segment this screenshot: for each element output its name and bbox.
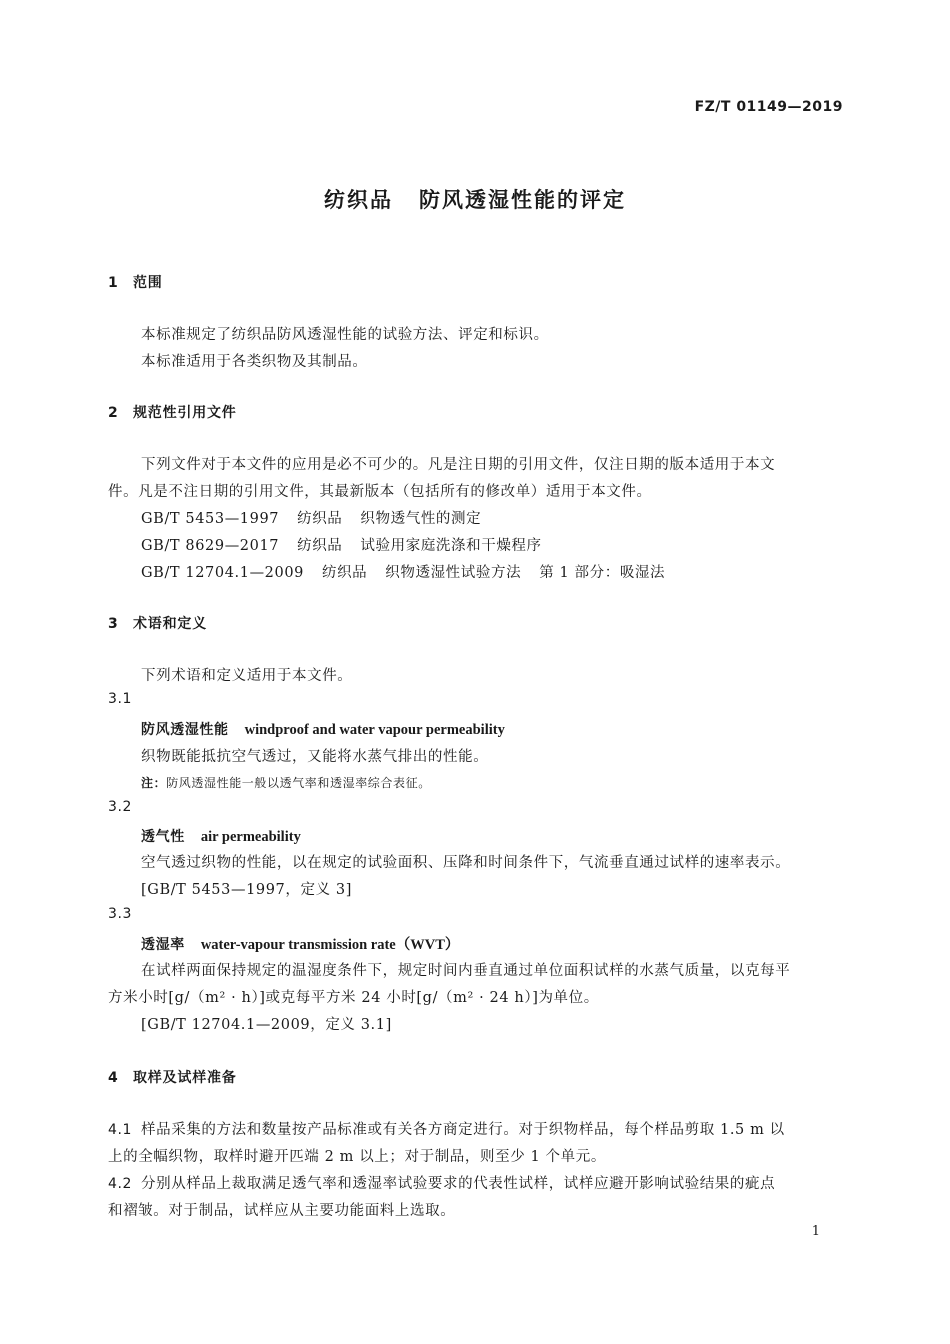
clause-text: 样品采集的方法和数量按产品标准或有关各方商定进行。对于织物样品，每个样品剪取 1.5 m 以 <box>141 1122 785 1138</box>
section-4-heading <box>108 1067 237 1087</box>
section-title: 规范性引用文件 <box>133 405 237 421</box>
term-chinese: 透气性 <box>141 829 185 845</box>
reference-code: GB/T 8629—2017 <box>141 538 280 554</box>
section-1-heading <box>108 272 163 292</box>
clause-number-text: 4.1 <box>108 1122 133 1138</box>
section-title: 范围 <box>133 275 163 291</box>
term-number: 3.3 <box>108 906 133 922</box>
clause-4-2-line-2: 和褶皱。对于制品，试样应从主要功能面料上选取。 <box>108 1203 456 1219</box>
term-definition: 空气透过织物的性能，以在规定的试验面积、压降和时间条件下，气流垂直通过试样的速率表示。 <box>141 855 791 871</box>
term-number: 3.2 <box>108 799 133 815</box>
term-english: windproof and water vapour permeability <box>244 722 505 738</box>
clause-number-text: 4.2 <box>108 1176 133 1192</box>
note-label: 注： <box>141 776 167 790</box>
section-3-heading <box>108 613 207 633</box>
title-part-1: 纺织品 <box>324 188 393 212</box>
term-source: [GB/T 12704.1—2009，定义 3.1] <box>141 1017 392 1033</box>
term-number: 3.1 <box>108 691 133 707</box>
section-number: 3 <box>108 616 119 632</box>
reference-title: 织物透气性的测定 <box>360 511 482 527</box>
term-english: air permeability <box>200 829 301 845</box>
section-number: 1 <box>108 275 119 291</box>
reference-title: 织物透湿性试验方法 <box>385 565 522 581</box>
term-entry <box>141 933 459 954</box>
document-title <box>0 184 950 214</box>
term-chinese: 防风透湿性能 <box>141 722 229 738</box>
section-1-para-2: 本标准适用于各类织物及其制品。 <box>141 354 368 370</box>
page-number: 1 <box>811 1224 820 1239</box>
term-source: [GB/T 5453—1997，定义 3] <box>141 882 352 898</box>
note-text: 防风透湿性能一般以透气率和透湿率综合表征。 <box>166 776 431 790</box>
section-2-para-line-1: 下列文件对于本文件的应用是必不可少的。凡是注日期的引用文件，仅注日期的版本适用于本文 <box>141 457 776 473</box>
clause-text: 分别从样品上裁取满足透气率和透湿率试验要求的代表性试样，试样应避开影响试验结果的疵点 <box>141 1176 776 1192</box>
normative-reference <box>141 507 481 528</box>
reference-code: GB/T 12704.1—2009 <box>141 565 304 581</box>
section-number: 4 <box>108 1070 119 1086</box>
term-note <box>141 774 431 791</box>
reference-code: GB/T 5453—1997 <box>141 511 280 527</box>
reference-title: 纺织品 <box>297 538 343 554</box>
section-title: 取样及试样准备 <box>133 1070 237 1086</box>
section-1-para-1: 本标准规定了纺织品防风透湿性能的试验方法、评定和标识。 <box>141 327 549 343</box>
reference-title: 第 1 部分：吸湿法 <box>539 565 666 581</box>
clause-4-1-line-2: 上的全幅织物，取样时避开匹端 2 m 以上；对于制品，则至少 1 个单元。 <box>108 1149 606 1165</box>
section-2-heading <box>108 402 237 422</box>
term-definition-line-1: 在试样两面保持规定的温湿度条件下，规定时间内垂直通过单位面积试样的水蒸气质量，以克每平 <box>141 963 791 979</box>
clause-number <box>108 1176 141 1192</box>
normative-reference <box>141 534 542 555</box>
term-english: water-vapour transmission rate（WVT） <box>200 937 460 953</box>
term-entry <box>141 719 505 739</box>
clause-number <box>108 1122 141 1138</box>
section-title: 术语和定义 <box>133 616 207 632</box>
section-2-para-line-2: 件。凡是不注日期的引用文件，其最新版本（包括所有的修改单）适用于本文件。 <box>108 484 652 500</box>
clause-4-1-line-1 <box>108 1118 785 1139</box>
reference-title: 试验用家庭洗涤和干燥程序 <box>360 538 542 554</box>
title-part-2: 防风透湿性能的评定 <box>419 188 626 212</box>
term-definition-line-2: 方米小时[g/（m² · h）]或克每平方米 24 小时[g/（m² · 24 h）]为单位。 <box>108 990 599 1006</box>
section-number: 2 <box>108 405 119 421</box>
reference-title: 纺织品 <box>297 511 343 527</box>
reference-title: 纺织品 <box>321 565 368 581</box>
term-entry <box>141 826 301 846</box>
normative-reference <box>141 561 665 582</box>
term-chinese: 透湿率 <box>141 937 185 953</box>
section-3-intro: 下列术语和定义适用于本文件。 <box>141 668 353 684</box>
clause-4-2-line-1 <box>108 1172 775 1193</box>
term-definition: 织物既能抵抗空气透过，又能将水蒸气排出的性能。 <box>141 749 489 765</box>
standard-number: FZ/T 01149—2019 <box>694 99 843 115</box>
